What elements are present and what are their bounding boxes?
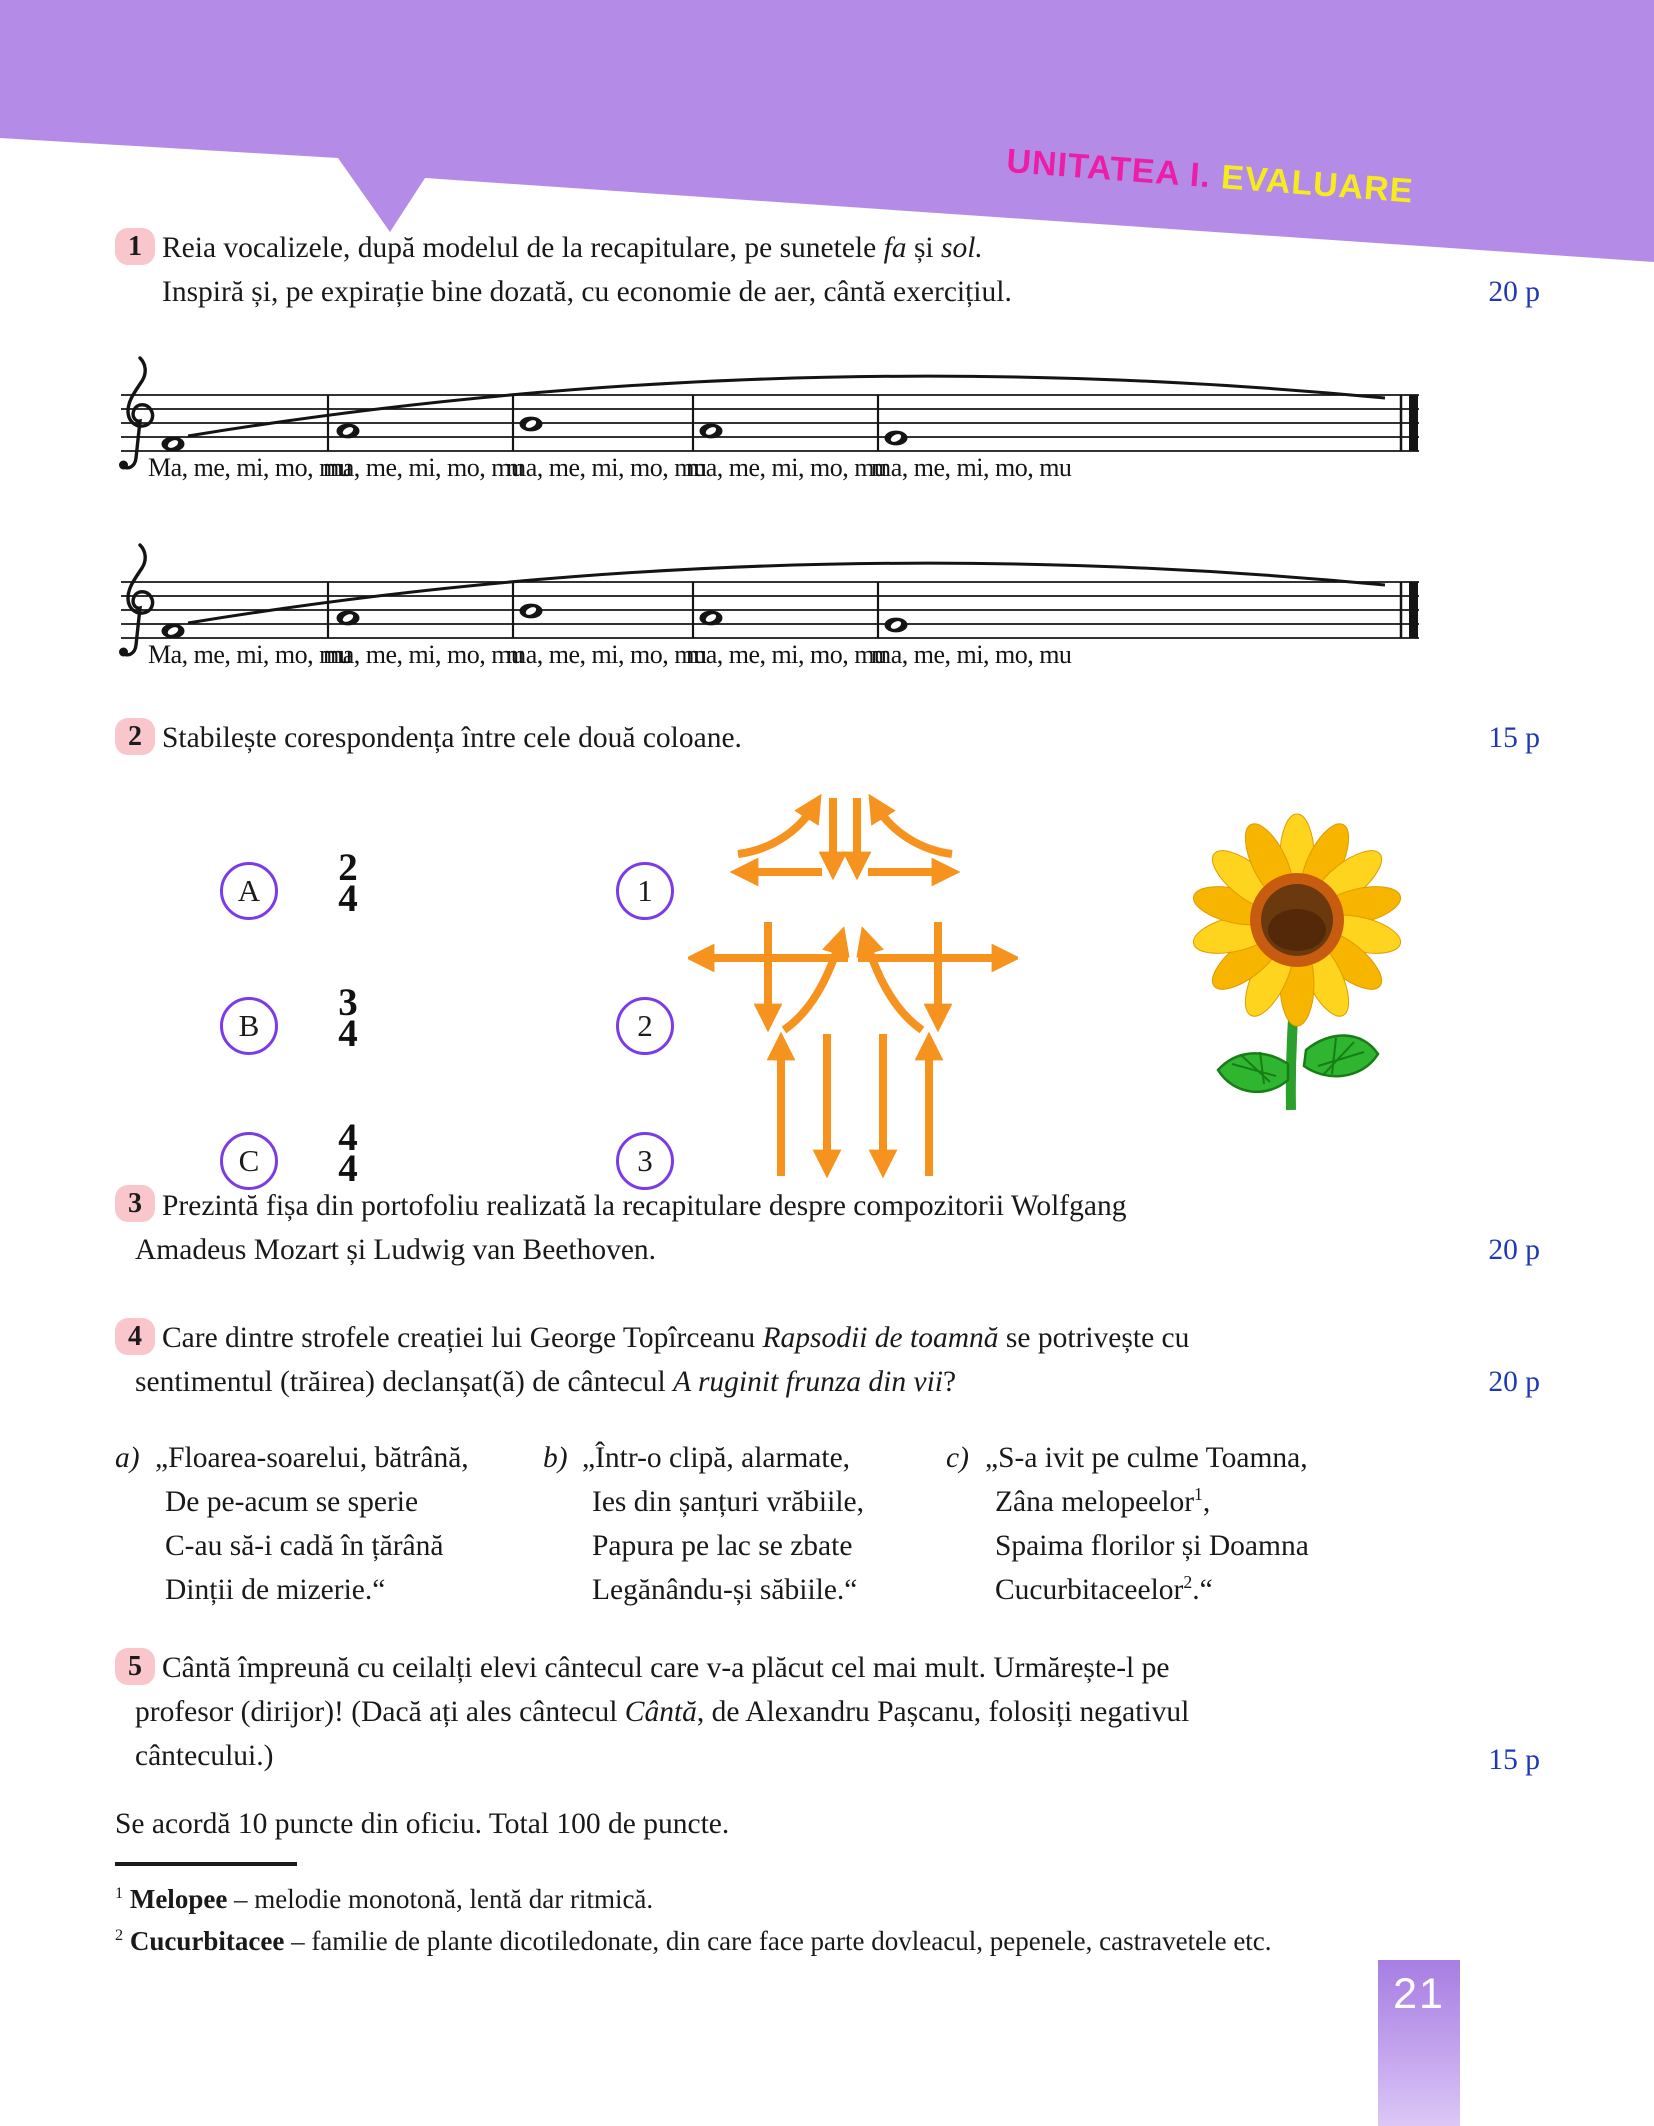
- svg-text:ma, me, mi, mo, mu: ma, me, mi, mo, mu: [686, 453, 887, 482]
- svg-text:Ma, me, mi, mo, mu: Ma, me, mi, mo, mu: [148, 453, 352, 482]
- footnote-divider: [115, 1862, 297, 1866]
- exercise-5-line-1: Cântă împreună cu ceilalți elevi cântecul care v-a plăcut cel mai mult. Urmărește-l pe: [162, 1652, 1170, 1684]
- verse-b-line-2: Ies din șanțuri vrăbiile,: [592, 1486, 864, 1518]
- exercise-4-points: 20 p: [1488, 1366, 1540, 1398]
- verse-b-line-4: Legănându-și săbiile.“: [592, 1574, 858, 1606]
- option-circle-3[interactable]: 3: [616, 1132, 674, 1190]
- unit-banner: [0, 0, 1654, 270]
- exercise-2-points: 15 p: [1488, 722, 1540, 754]
- exercise-1-line-2: Inspiră și, pe expirație bine dozată, cu economie de aer, cântă exercițiul.: [162, 276, 1012, 308]
- exercise-5-number: 5: [115, 1648, 155, 1685]
- svg-text:ma, me, mi, mo, mu: ma, me, mi, mo, mu: [871, 640, 1072, 669]
- exercise-2-number: 2: [115, 718, 155, 755]
- exercise-3-points: 20 p: [1488, 1234, 1540, 1266]
- verse-c-line-3: Spaima florilor și Doamna: [995, 1530, 1309, 1562]
- section-label: EVALUARE: [1219, 158, 1415, 211]
- verse-c-line-4: Cucurbitaceelor$^2$.“: [995, 1572, 1213, 1606]
- exercise-1-number: 1: [115, 228, 155, 265]
- option-circle-2[interactable]: 2: [616, 997, 674, 1055]
- exercise-3-number: 3: [115, 1185, 155, 1222]
- exercise-3-line-2: Amadeus Mozart și Ludwig van Beethoven.: [135, 1234, 657, 1266]
- option-circle-1[interactable]: 1: [616, 862, 674, 920]
- option-circle-B[interactable]: B: [220, 997, 278, 1055]
- exercise-1-line-1: Reia vocalizele, după modelul de la recapitulare, pe sunetele fa și sol.: [162, 232, 983, 264]
- svg-text:ma, me, mi, mo, mu: ma, me, mi, mo, mu: [323, 453, 524, 482]
- verse-a-line-4: Dinții de mizerie.“: [165, 1574, 386, 1606]
- exercise-1-points: 20 p: [1488, 276, 1540, 308]
- conducting-pattern-three-beat: [730, 790, 960, 935]
- music-staff-1: [113, 340, 1433, 490]
- svg-text:ma, me, mi, mo, mu: ma, me, mi, mo, mu: [506, 640, 707, 669]
- verse-a-line-1: „Floarea-soarelui, bătrână,: [155, 1442, 469, 1474]
- exercise-4-line-1: Care dintre strofele creației lui George Topîrceanu Rapsodii de toamnă se potrivește cu: [162, 1322, 1190, 1354]
- exercise-5-points: 15 p: [1488, 1744, 1540, 1776]
- time-signature-3-4: 3 4: [338, 981, 358, 1055]
- option-circle-C[interactable]: C: [220, 1132, 278, 1190]
- oficiu-note: Se acordă 10 puncte din oficiu. Total 100 de puncte.: [115, 1808, 730, 1840]
- footnote-1: $^1$ Melopee – melodie monotonă, lentă dar ritmică.: [115, 1884, 654, 1914]
- unit-label: UNITATEA I.: [1005, 142, 1213, 196]
- svg-text:ma, me, mi, mo, mu: ma, me, mi, mo, mu: [506, 453, 707, 482]
- sunflower-illustration: [1172, 802, 1422, 1112]
- verse-a-label: a): [115, 1442, 140, 1474]
- verse-b-line-1: „Într-o clipă, alarmate,: [582, 1442, 851, 1474]
- verse-c-line-1: „S-a ivit pe culme Toamna,: [985, 1442, 1308, 1474]
- svg-text:ma, me, mi, mo, mu: ma, me, mi, mo, mu: [686, 640, 887, 669]
- exercise-4-number: 4: [115, 1318, 155, 1355]
- time-signature-2-4: 2 4: [338, 846, 358, 920]
- verse-a-line-2: De pe-acum se sperie: [165, 1486, 419, 1518]
- verse-c-line-2: Zâna melopeelor$^1$,: [995, 1484, 1211, 1518]
- verse-c-label: c): [946, 1442, 969, 1474]
- verse-a-line-3: C-au să-i cadă în țărână: [165, 1530, 444, 1562]
- exercise-3-line-1: Prezintă fișa din portofoliu realizată la recapitulare despre compozitorii Wolfgang: [162, 1190, 1127, 1222]
- verse-b-line-3: Papura pe lac se zbate: [592, 1530, 853, 1562]
- svg-text:ma, me, mi, mo, mu: ma, me, mi, mo, mu: [323, 640, 524, 669]
- svg-text:Ma, me, mi, mo, mu: Ma, me, mi, mo, mu: [148, 640, 352, 669]
- verse-b-label: b): [543, 1442, 568, 1474]
- conducting-pattern-two-beat: [765, 1030, 945, 1180]
- time-signature-4-4: 4 4: [338, 1116, 358, 1190]
- exercise-2-line-1: Stabilește corespondența între cele două coloane.: [162, 722, 742, 754]
- svg-text:ma, me, mi, mo, mu: ma, me, mi, mo, mu: [871, 453, 1072, 482]
- exercise-5-line-2: profesor (dirijor)! (Dacă ați ales cântecul Cântă, de Alexandru Pașcanu, folosiți negativul: [135, 1696, 1190, 1728]
- footnote-2: $^2$ Cucurbitacee – familie de plante dicotiledonate, din care face parte dovleacul, pepenele, castravetele etc.: [115, 1926, 1272, 1956]
- exercise-4-line-2: sentimentul (trăirea) declanșat(ă) de cântecul A ruginit frunza din vii?: [135, 1366, 957, 1398]
- option-circle-A[interactable]: A: [220, 862, 278, 920]
- exercise-5-line-3: cântecului.): [135, 1740, 274, 1772]
- music-staff-2: [113, 527, 1433, 677]
- page-number: 21: [1378, 1960, 1460, 2126]
